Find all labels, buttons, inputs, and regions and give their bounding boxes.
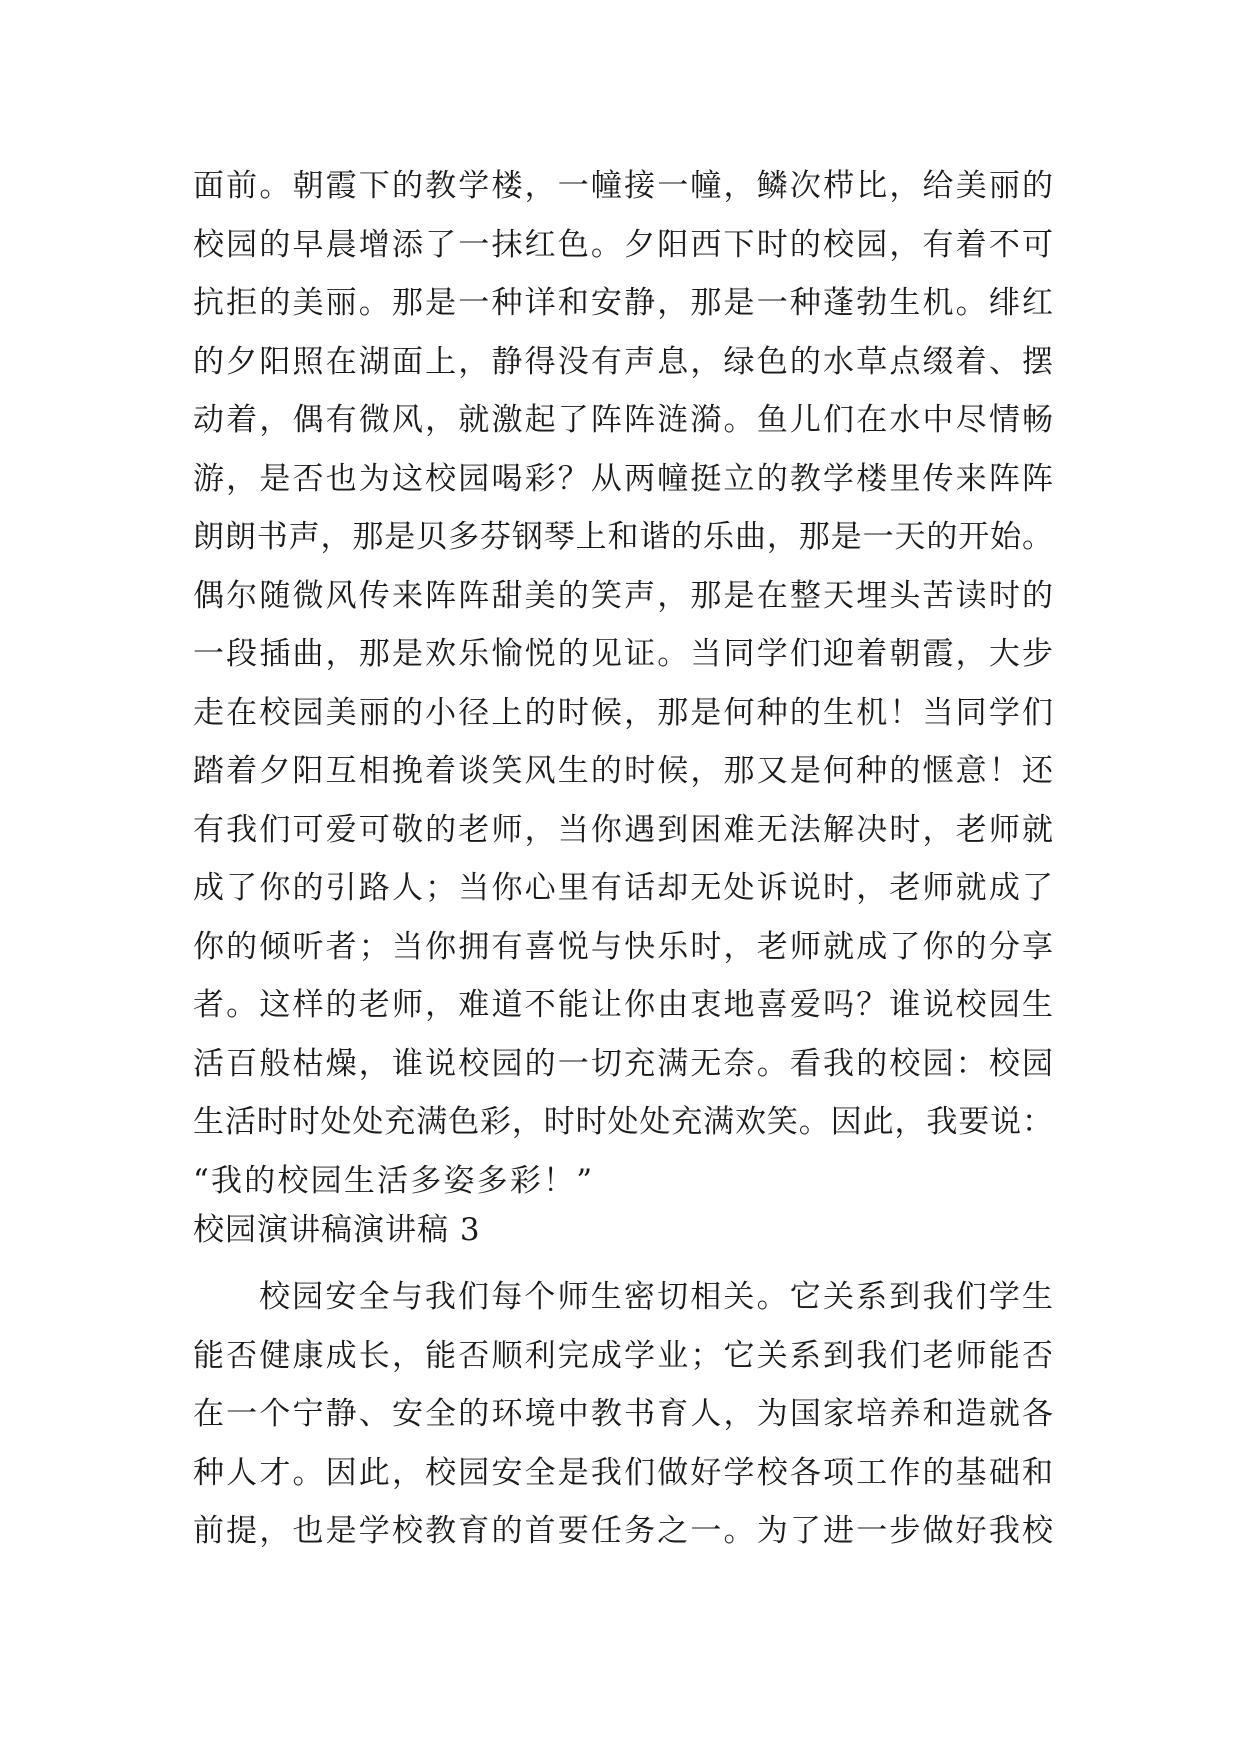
- text-line: 校园的早晨增添了一抹红色。夕阳西下时的校园，有着不可: [193, 226, 1053, 263]
- text-line: 成了你的引路人；当你心里有话却无处诉说时，老师就成了: [193, 870, 1053, 906]
- text-line: 种人才。因此，校园安全是我们做好学校各项工作的基础和: [193, 1454, 1053, 1491]
- section-heading: 校园演讲稿演讲稿 3: [193, 1212, 481, 1248]
- text-line: 有我们可爱可敬的老师，当你遇到困难无法解决时，老师就: [193, 811, 1053, 848]
- text-line: 踏着夕阳互相挽着谈笑风生的时候，那又是何种的惬意！还: [193, 753, 1053, 789]
- text-line: 朗朗书声，那是贝多芬钢琴上和谐的乐曲，那是一天的开始。: [193, 519, 1053, 555]
- text-line: 动着，偶有微风，就激起了阵阵涟漪。鱼儿们在水中尽情畅: [193, 402, 1053, 438]
- text-line: 走在校园美丽的小径上的时候，那是何种的生机！当同学们: [193, 694, 1053, 731]
- text-line: 你的倾听者；当你拥有喜悦与快乐时，老师就成了你的分享: [193, 928, 1053, 965]
- text-line: “我的校园生活多姿多彩！”: [193, 1162, 595, 1199]
- body-paragraph-2: [193, 1268, 1053, 1561]
- body-paragraph-1: [193, 157, 1053, 1210]
- text-line: 前提，也是学校教育的首要任务之一。为了进一步做好我校: [193, 1513, 1053, 1549]
- text-line: 偶尔随微风传来阵阵甜美的笑声，那是在整天埋头苦读时的: [193, 577, 1053, 614]
- text-line: 在一个宁静、安全的环境中教书育人，为国家培养和造就各: [193, 1396, 1053, 1432]
- text-line: 抗拒的美丽。那是一种详和安静，那是一种蓬勃生机。绯红: [193, 285, 1053, 321]
- text-line: 生活时时处处充满色彩，时时处处充满欢笑。因此，我要说：: [193, 1104, 1053, 1140]
- text-line: 者。这样的老师，难道不能让你由衷地喜爱吗？谁说校园生: [193, 987, 1053, 1023]
- text-line: 的夕阳照在湖面上，静得没有声息，绿色的水草点缀着、摆: [193, 343, 1053, 380]
- text-line: 活百般枯燥，谁说校园的一切充满无奈。看我的校园：校园: [193, 1045, 1053, 1082]
- text-line: 面前。朝霞下的教学楼，一幢接一幢，鳞次栉比，给美丽的: [193, 168, 1053, 204]
- text-line: 一段插曲，那是欢乐愉悦的见证。当同学们迎着朝霞，大步: [193, 636, 1053, 672]
- text-line: 能否健康成长，能否顺利完成学业；它关系到我们老师能否: [193, 1337, 1053, 1374]
- text-line: 游，是否也为这校园喝彩？从两幢挺立的教学楼里传来阵阵: [193, 460, 1053, 497]
- text-line: 校园安全与我们每个师生密切相关。它关系到我们学生: [259, 1279, 1053, 1315]
